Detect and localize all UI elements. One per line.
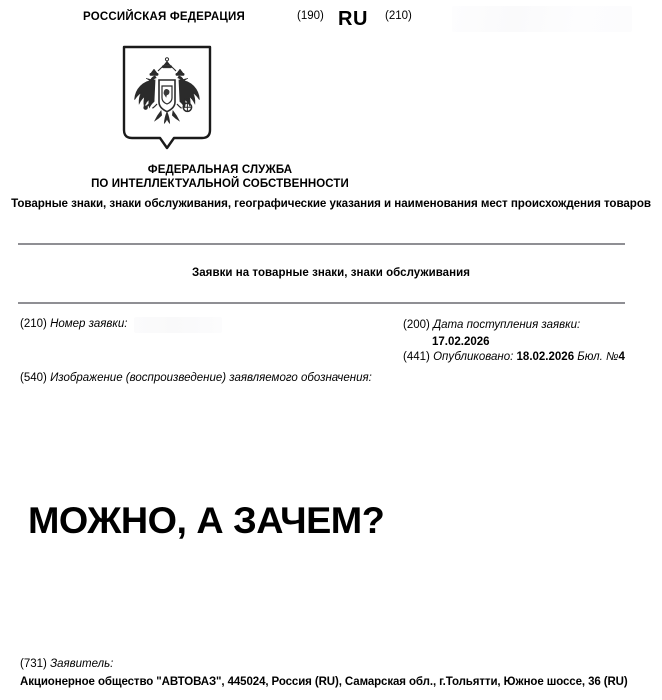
bulletin-label: Бюл. № (577, 350, 619, 363)
document-header (0, 8, 662, 36)
inid-code-190: (190) (297, 10, 324, 22)
publication-date-value: 18.02.2026 (516, 350, 575, 363)
agency-name (0, 163, 440, 191)
application-number-label: Номер заявки: (50, 318, 128, 330)
country-code: RU (338, 8, 368, 30)
inid-code-441: (441) (403, 350, 430, 363)
inid-code-210-header: (210) (385, 10, 412, 22)
section-title: Заявки на товарные знаки, знаки обслуживания (191, 267, 470, 279)
field-filing-date (403, 318, 643, 334)
russian-coat-of-arms-icon (121, 44, 213, 154)
publication-label: Опубликовано: (433, 350, 514, 363)
filing-date-label: Дата поступления заявки: (433, 319, 581, 331)
mark-reproduction-label: Изображение (воспроизведение) заявляемого обозначения: (50, 372, 372, 384)
field-mark-reproduction (20, 372, 372, 384)
field-applicant (20, 657, 662, 690)
applicant-label: Заявитель: (50, 658, 114, 670)
document-scope-line: Товарные знаки, знаки обслуживания, географические указания и наименования мест происхождения товаров (11, 197, 651, 210)
trademark-wordmark: МОЖНО, А ЗАЧЕМ? (28, 500, 385, 541)
application-number-redaction (134, 317, 222, 333)
applicant-label-row (20, 657, 662, 672)
country-name: РОССИЙСКАЯ ФЕДЕРАЦИЯ (83, 11, 245, 23)
field-publication (403, 350, 643, 366)
inid-code-540: (540) (20, 372, 47, 384)
field-application-number (20, 318, 127, 330)
divider-top (18, 243, 625, 245)
inid-code-731: (731) (20, 658, 47, 670)
bibliographic-right-column (403, 318, 643, 365)
bulletin-number: 4 (618, 350, 625, 363)
applicant-name: Акционерное общество "АВТОВАЗ", 445024, Россия (RU), Самарская обл., г.Тольятти, Южное шоссе, 36 (RU) (20, 676, 628, 688)
agency-name-line-2: ПО ИНТЕЛЛЕКТУАЛЬНОЙ СОБСТВЕННОСТИ (91, 178, 349, 190)
inid-code-200: (200) (403, 319, 430, 331)
inid-code-210: (210) (20, 318, 47, 330)
mark-image-area (20, 398, 627, 638)
filing-date-value: 17.02.2026 (432, 335, 490, 348)
agency-name-line-1: ФЕДЕРАЛЬНАЯ СЛУЖБА (147, 164, 293, 176)
divider-middle (18, 302, 625, 304)
